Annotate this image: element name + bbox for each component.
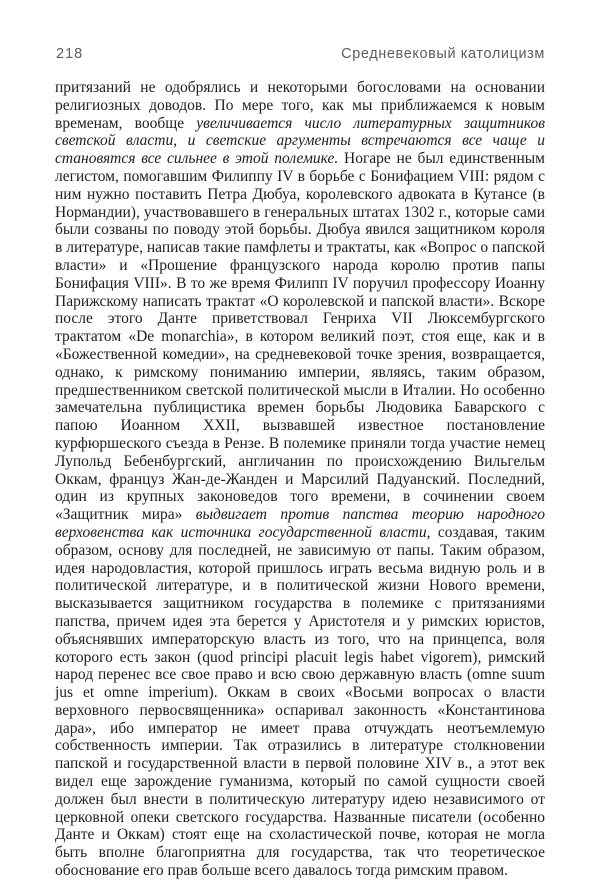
running-head: Средневековый католицизм (341, 46, 545, 62)
page-number: 218 (56, 46, 84, 62)
page-header (56, 47, 545, 62)
text-run-italic: увеличивается число литературных защитников светской власти, и светские аргументы встречаются все чаще и становятся все сильнее в этой полемике. (55, 114, 545, 168)
text-run: , создавая, таким образом, основу для последней, не зависимую от папы. Таким образом, идея народовластия, которой пришлось играть весьма видную роль и в политической литературе, и в политической жизни Нового времени, высказывается защитником государства в полемике с притязаниями папства, причем идея эта берется у Аристотеля и у римских юристов, объяснявших императорскую власть из того, что на принцепса, воля которого есть закон (quod principi placuit legis habet vigorem), римский народ перенес все свое право и всю свою державную власть (omne suum jus et omne imperium). Оккам в своих «Восьми вопросах о власти верховного первосвященника» оспаривал законность «Константинова дара», ибо император не имеет права отчуждать неотъемлемую собственность империи. Так отразились в литературе столкновении папской и государственной власти в первой половине XIV в., а этот век видел еще зарождение гуманизма, который по самой сущности своей должен был внести в политическую литературу идею независимого от церковной опеки светского государства. Названные писатели (особенно Данте и Оккам) стоят еще на схоластической почве, которая не могла быть вполне благоприятна для государства, так что теоретическое обоснование его прав больше всего давалось тогда римским правом. (55, 523, 546, 880)
page-body (55, 79, 545, 880)
text-run-italic: выдвигает против папства теорию народного верховенства как источника государственной власти (55, 506, 545, 541)
text-run: притязаний не одобрялись и некоторыми богословами на основании религиозных доводов. По мере того, как мы приближаемся к новым временам, вообще (55, 79, 545, 132)
paragraph (55, 79, 545, 880)
text-run: Ногаре не был единственным легистом, помогавшим Филиппу IV в борьбе с Бонифацием VIII: рядом с ним нужно поставить Петра Дюбуа, королевского адвоката в Кутансе (в Нормандии), участвовавшего в генеральных штатах 1302 г., которые сами были созваны по поводу этой борьбы. Дюбуа явился защитником короля в литературе, написав такие памфлеты и трактаты, как «Вопрос о папской власти» и «Прошение французского народа королю против папы Бонифация VIII». В то же время Филипп IV поручил профессору Иоанну Парижскому написать трактат «О королевской и папской власти». Вскоре после этого Данте приветствовал Генриха VII Люксембургского трактатом «De monarchia», в котором великий поэт, стоя еще, как и в «Божественной комедии», на средневековой точке зрения, возвращается, однако, к римскому пониманию империи, являясь, таким образом, предшественником светской политической мысли в Италии. Но особенно замечательна публицистика времен борьбы Людовика Баварского с папою Иоанном XXII, вызвавшей известное постановление курфюршеского съезда в Рензе. В полемике приняли тогда участие немец Лупольд Бебенбургский, англичанин по происхождению Вильгельм Оккам, француз Жан-де-Жанден и Марсилий Падуанский. Последний, один из крупных законоведов того времени, в сочинении своем «Защитник мира» (55, 150, 545, 524)
